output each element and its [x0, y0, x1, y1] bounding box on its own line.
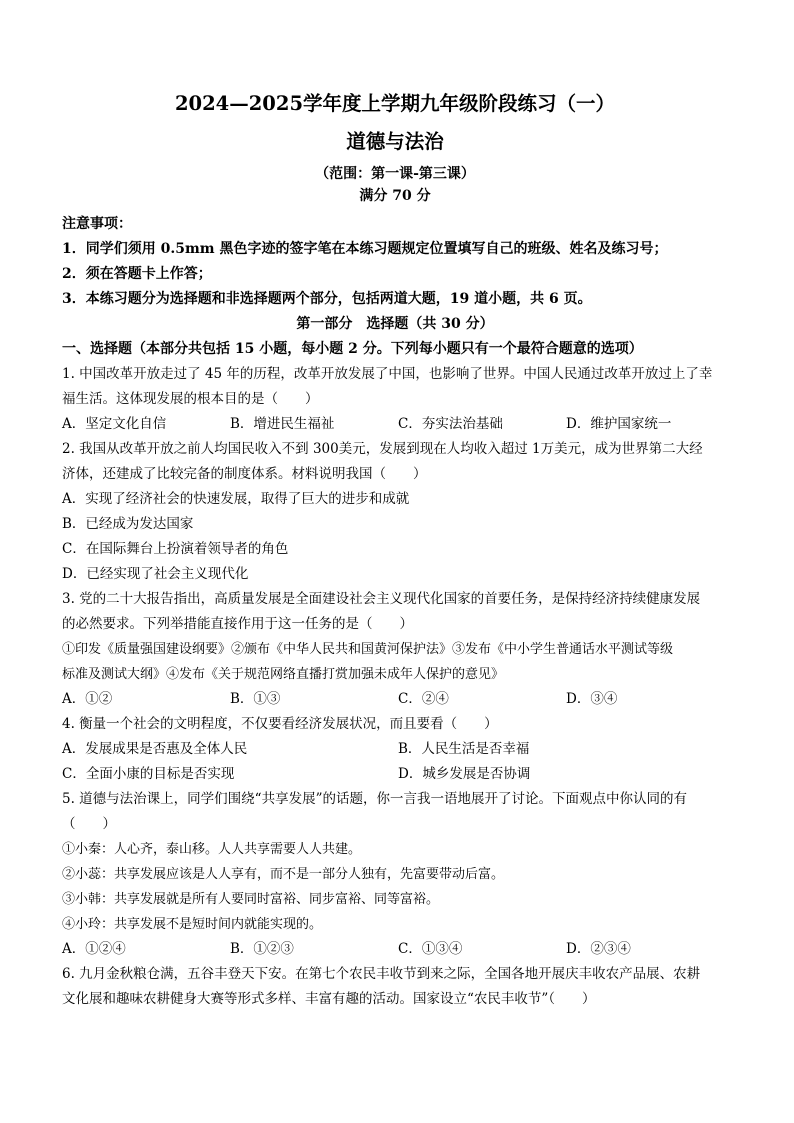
option-b: B．①②③ — [230, 941, 294, 957]
note-item: 3．本练习题分为选择题和非选择题两个部分，包括两道大题，19 道小题，共 6 页。 — [62, 291, 592, 307]
option-b: B．已经成为发达国家 — [62, 516, 194, 532]
option-d: D．已经实现了社会主义现代化 — [62, 566, 249, 582]
exam-title: 2024—2025学年度上学期九年级阶段练习（一） — [174, 92, 616, 115]
subject-title: 道德与法治 — [346, 130, 444, 153]
option-b: B．增进民生福祉 — [230, 416, 335, 432]
option-b: B．人民生活是否幸福 — [398, 741, 530, 757]
question-stem-line: 福生活。这体现发展的根本目的是（ ） — [62, 391, 319, 407]
statement-line: ②小蕊：共享发展应该是人人享有，而不是一部分人独有，先富要带动后富。 — [62, 867, 505, 882]
option-d: D．维护国家统一 — [566, 416, 672, 432]
question-3 — [62, 587, 728, 712]
option-d: D．③④ — [566, 691, 618, 707]
question-4 — [62, 712, 728, 787]
option-c: C．①③④ — [398, 941, 463, 957]
question-stem-line: 6. 九月金秋粮仓满，五谷丰登天下安。在第七个农民丰收节到来之际，全国各地开展庆丰收农产品展、农耕 — [62, 966, 701, 982]
statement-line: 标准及测试大纲》④发布《关于规范网络直播打赏加强未成年人保护的意见》 — [62, 667, 505, 682]
question-stem-line: 济体，还建成了比较完备的制度体系。材料说明我国（ ） — [62, 466, 427, 482]
question-2 — [62, 437, 728, 587]
option-row — [62, 737, 728, 762]
question-stem-line: 5. 道德与法治课上，同学们围绕“共享发展”的话题，你一言我一语地展开了讨论。下面观点中你认同的有 — [62, 791, 687, 807]
statement-line: ③小韩：共享发展就是所有人要同时富裕、同步富裕、同等富裕。 — [62, 892, 440, 907]
option-a: A．发展成果是否惠及全体人民 — [62, 741, 248, 757]
option-c: C．②④ — [398, 691, 449, 707]
question-1 — [62, 362, 728, 437]
question-stem-line: 2. 我国从改革开放之前人均国民收入不到 300美元，发展到现在人均收入超过 1万美元，成为世界第二大经 — [62, 441, 703, 457]
option-c: C．全面小康的目标是否实现 — [62, 766, 235, 782]
option-a: A．①② — [62, 691, 113, 707]
option-b: B．①③ — [230, 691, 281, 707]
question-stem-line: 1. 中国改革开放走过了 45 年的历程，改革开放发展了中国，也影响了世界。中国人民通过改革开放过上了幸 — [62, 366, 713, 382]
option-a: A．实现了经济社会的快速发展，取得了巨大的进步和成就 — [62, 491, 410, 507]
option-d: D．②③④ — [566, 941, 631, 957]
part-one-heading: 第一部分 选择题（共 30 分） — [296, 316, 494, 332]
question-stem-line: （ ） — [62, 816, 116, 832]
option-row — [62, 412, 728, 437]
question-stem-line: 的必然要求。下列举措能直接作用于这一任务的是（ ） — [62, 616, 413, 632]
question-5 — [62, 787, 728, 962]
question-stem-line: 文化展和趣味农耕健身大赛等形式多样、丰富有趣的活动。国家设立“农民丰收节”（ ） — [62, 991, 596, 1007]
note-item: 1．同学们须用 0.5mm 黑色字迹的签字笔在本练习题规定位置填写自己的班级、姓名及练习号； — [62, 241, 668, 257]
option-c: C．在国际舞台上扮演着领导者的角色 — [62, 541, 289, 557]
option-row — [62, 762, 728, 787]
option-a: A．①②④ — [62, 941, 126, 957]
notes-heading: 注意事项： — [62, 216, 132, 232]
option-d: D．城乡发展是否协调 — [398, 766, 531, 782]
notes-block — [62, 212, 728, 312]
statement-line: ①小秦：人心齐，泰山移。人人共享需要人人共建。 — [62, 842, 362, 857]
section-one-heading: 一、选择题（本部分共包括 15 小题，每小题 2 分。下列每小题只有一个最符合题意的选项） — [62, 341, 643, 357]
exam-scope: （范围：第一课-第三课） — [315, 166, 475, 182]
statement-line: ①印发《质量强国建设纲要》②颁布《中华人民共和国黄河保护法》③发布《中小学生普通话水平测试等级 — [62, 642, 674, 657]
option-row — [62, 937, 728, 962]
question-6 — [62, 962, 728, 1012]
option-c: C．夯实法治基础 — [398, 416, 503, 432]
option-row — [62, 687, 728, 712]
note-item: 2．须在答题卡上作答； — [62, 266, 212, 282]
statement-line: ④小玲：共享发展不是短时间内就能实现的。 — [62, 917, 323, 932]
question-stem-line: 4. 衡量一个社会的文明程度，不仅要看经济发展状况，而且要看（ ） — [62, 716, 498, 732]
full-score: 满分 70 分 — [359, 188, 431, 204]
option-a: A．坚定文化自信 — [62, 416, 167, 432]
question-stem-line: 3. 党的二十大报告指出，高质量发展是全面建设社会主义现代化国家的首要任务，是保持经济持续健康发展 — [62, 591, 701, 607]
